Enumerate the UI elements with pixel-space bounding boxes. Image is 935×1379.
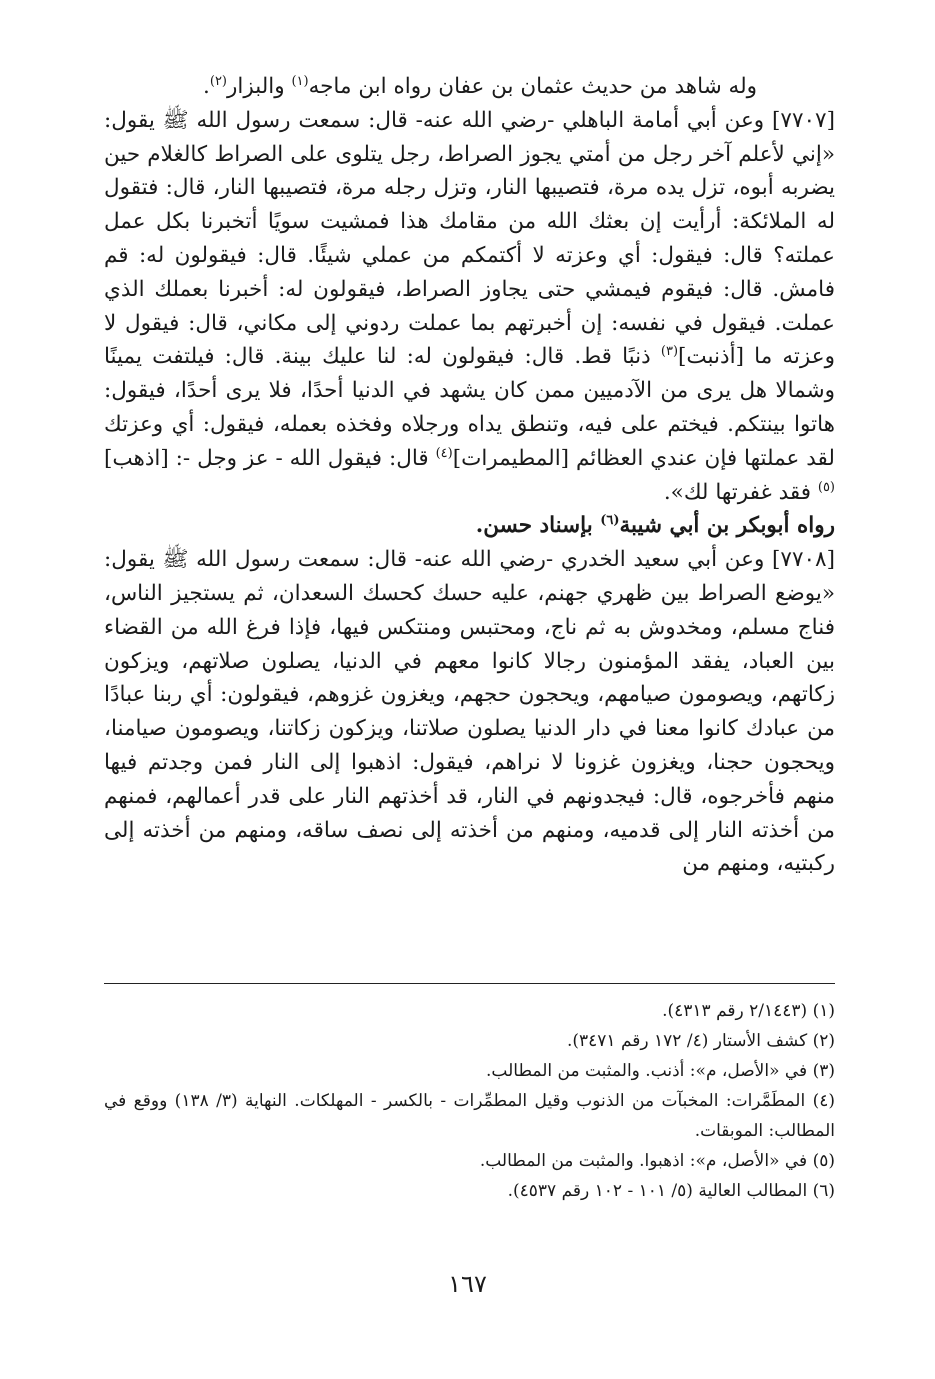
footnote-marker: (٤) [435, 445, 453, 461]
footnote-4: (٤) المطَمَّرات: المخبآت من الذنوب وقيل المطمِّرات - بالكسر - المهلكات. النهاية (٣/ ١٣٨) ووقع في المطالب: الموبقات. [104, 1091, 835, 1141]
hadith-text: فقد غفرتها لك». [663, 479, 818, 505]
riwaya-text: بإسناد حسن. [475, 513, 601, 539]
hadith-7707 [104, 104, 835, 510]
intro-text-2: والبزار [227, 74, 292, 99]
footnote-marker: (١) [291, 73, 309, 89]
footnotes [104, 996, 835, 1206]
footnote-6: (٦) المطالب العالية (٥/ ١٠١ - ١٠٢ رقم ٤٥٣٧). [507, 1181, 835, 1201]
footnote-marker: (٥) [817, 479, 835, 495]
footnote-5: (٥) في «الأصل، م»: اذهبوا. والمثبت من المطالب. [479, 1151, 835, 1171]
hadith-text: قال: فيقول الله - عز وجل -: [اذهب] [104, 445, 436, 471]
footnote-marker: (٣) [660, 344, 679, 360]
hadith-text: ذنبًا قط. قال: فيقولون له: لنا عليك بينة. قال: فيلتفت يمينًا وشمالا هل يرى من الآدميين ممن كان يشهد في الدنيا أحدًا، فلا يرى أحدًا، فيقول: هاتوا بينتكم. فيختم على فيه، وتنطق يداه ورجلاه وفخذه بعمله، فيقول: أي وعزتك لقد عملتها فإن عندي العظائم [المطيمرات] [104, 344, 835, 471]
main-text [104, 70, 835, 881]
hadith-7708 [104, 543, 835, 881]
footnote-marker: (٢) [209, 73, 227, 89]
footnote-3: (٣) في «الأصل، م»: أذنب. والمثبت من المطالب. [486, 1061, 835, 1081]
intro-paragraph [104, 70, 835, 104]
footnote-2: (٢) كشف الأستار (٤/ ١٧٢ رقم ٣٤٧١). [566, 1031, 835, 1051]
intro-text: وله شاهد من حديث عثمان بن عفان رواه ابن ماجه [308, 74, 757, 99]
footnote-1: (١) (٢/١٤٤٣ رقم ٤٣١٣). [662, 1001, 835, 1021]
footnote-separator [104, 983, 835, 984]
hadith-number: [٧٧٠٧] [772, 107, 835, 133]
hadith-text: وعن أبي سعيد الخدري -رضي الله عنه- قال: سمعت رسول الله ﷺ يقول: «يوضع الصراط بين ظهري جهنم، عليه حسك كحسك السعدان، ثم يستجيز الناس، فناج مسلم، ومخدوش به ثم ناج، ومحتبس ومنتكس فيها، فإذا فرغ الله من القضاء بين العباد، يفقد المؤمنون رجالا كانوا معهم في الدنيا، يصلون صلاتهم، ويزكون زكاتهم، ويصومون صيامهم، ويحجون حجهم، ويغزون غزوهم، فيقولون: أي ربنا عبادًا من عبادك كانوا معنا في دار الدنيا يصلون صلاتنا، ويزكون زكاتنا، ويصومون صيامنا، ويحجون حجنا، ويغزون غزونا لا نراهم، فيقول: اذهبوا إلى النار فمن وجدتم فيها منهم فأخرجوه، قال: فيجدونهم في النار، قد أخذتهم النار على قدر أعمالهم، فمنهم من أخذته النار إلى قدميه، ومنهم من أخذته إلى نصف ساقه، ومنهم من أخذته إلى ركبتيه، ومنهم من [104, 547, 835, 877]
intro-text-end: . [203, 74, 210, 99]
page-number: ١٦٧ [448, 1270, 487, 1298]
riwaya-text: رواه أبوبكر بن أبي شيبة [619, 513, 835, 539]
footnote-marker: (٦) [600, 513, 620, 529]
riwaya-line [104, 509, 835, 543]
hadith-text: وعن أبي أمامة الباهلي -رضي الله عنه- قال: سمعت رسول الله ﷺ يقول: «إني لأعلم آخر رجل من أمتي يجوز الصراط، رجل يتلوى على الصراط كالغلام حين يضربه أبوه، تزل يده مرة، فتصيبها النار، وتزل رجله مرة، فتصيبها النار، قال: فتقول له الملائكة: أرأيت إن بعثك الله من مقامك هذا فمشيت سويًا أتخبرنا بكل عمل عملته؟ قال: فيقول: أي وعزته لا أكتمكم من عملي شيئًا. قال: فيقولون له: قم فامش. قال: فيقوم فيمشي حتى يجاوز الصراط، فيقولون له: أخبرنا بعملك الذي عملت. فيقول في نفسه: إن أخبرتهم بما عملت ردوني إلى مكاني، قال: فيقول لا وعزته ما [أذنبت] [104, 107, 835, 370]
hadith-number: [٧٧٠٨] [772, 547, 835, 573]
